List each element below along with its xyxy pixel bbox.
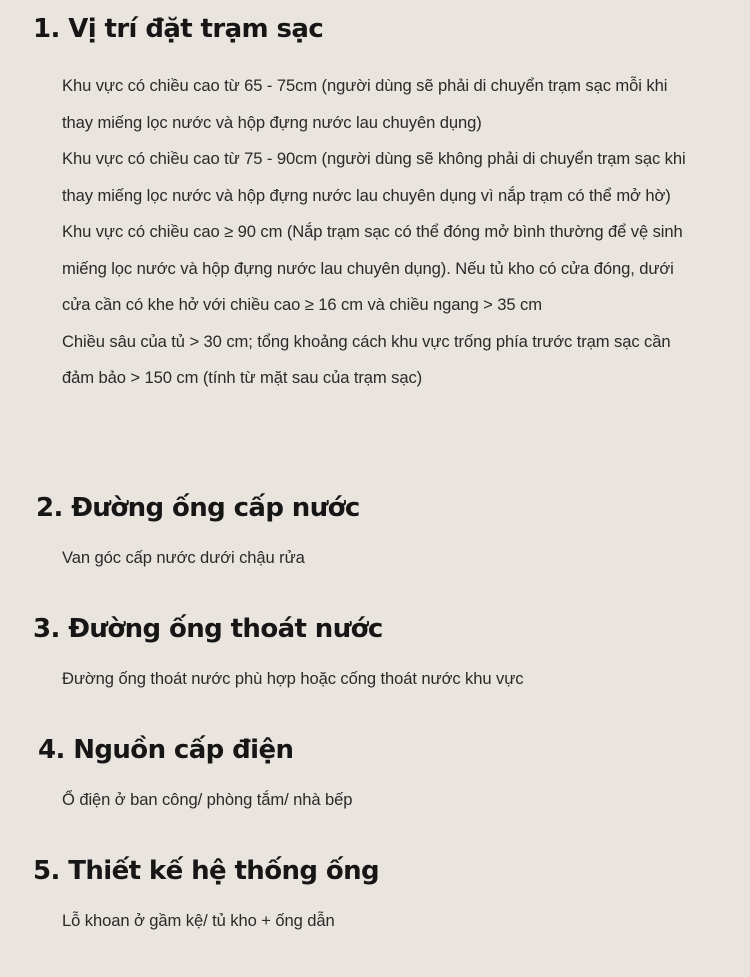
text-line: Chiều sâu của tủ > 30 cm; tổng khoảng cách khu vực trống phía trước trạm sạc cần — [62, 331, 671, 351]
heading-drainage-pipe: 3. Đường ống thoát nước — [33, 614, 383, 644]
heading-pipe-system-design: 5. Thiết kế hệ thống ống — [33, 856, 380, 886]
text-line: miếng lọc nước và hộp đựng nước lau chuyên dụng). Nếu tủ kho có cửa đóng, dưới — [62, 258, 674, 278]
text-line: Van góc cấp nước dưới chậu rửa — [62, 548, 305, 567]
text-line: Khu vực có chiều cao từ 65 - 75cm (người dùng sẽ phải di chuyển trạm sạc mỗi khi — [62, 76, 668, 95]
paragraph-drainage-pipe — [62, 661, 726, 698]
text-line: thay miếng lọc nước và hộp đựng nước lau chuyên dụng vì nắp trạm có thể mở hờ) — [62, 185, 671, 205]
paragraph-power-supply — [62, 782, 726, 819]
text-line: đảm bảo > 150 cm (tính từ mặt sau của trạm sạc) — [62, 368, 423, 387]
text-line: thay miếng lọc nước và hộp đựng nước lau chuyên dụng) — [62, 112, 482, 132]
text-line: Lỗ khoan ở gầm kệ/ tủ kho + ống dẫn — [62, 911, 335, 930]
heading-water-supply-pipe: 2. Đường ống cấp nước — [36, 493, 360, 523]
heading-charging-station-location: 1. Vị trí đặt trạm sạc — [33, 14, 324, 44]
text-line: cửa cần có khe hở với chiều cao ≥ 16 cm và chiều ngang > 35 cm — [62, 295, 542, 314]
text-line: Đường ống thoát nước phù hợp hoặc cống thoát nước khu vực — [62, 669, 524, 688]
paragraph-water-supply-pipe — [62, 540, 726, 577]
paragraph-pipe-system-design — [62, 903, 726, 940]
text-line: Khu vực có chiều cao ≥ 90 cm (Nắp trạm sạc có thể đóng mở bình thường để vệ sinh — [62, 222, 683, 241]
text-line: Ổ điện ở ban công/ phòng tắm/ nhà bếp — [62, 790, 353, 809]
heading-power-supply: 4. Nguồn cấp điện — [38, 735, 294, 765]
text-line: Khu vực có chiều cao từ 75 - 90cm (người dùng sẽ không phải di chuyển trạm sạc khi — [62, 149, 686, 168]
paragraph-charging-station-location — [62, 68, 726, 397]
